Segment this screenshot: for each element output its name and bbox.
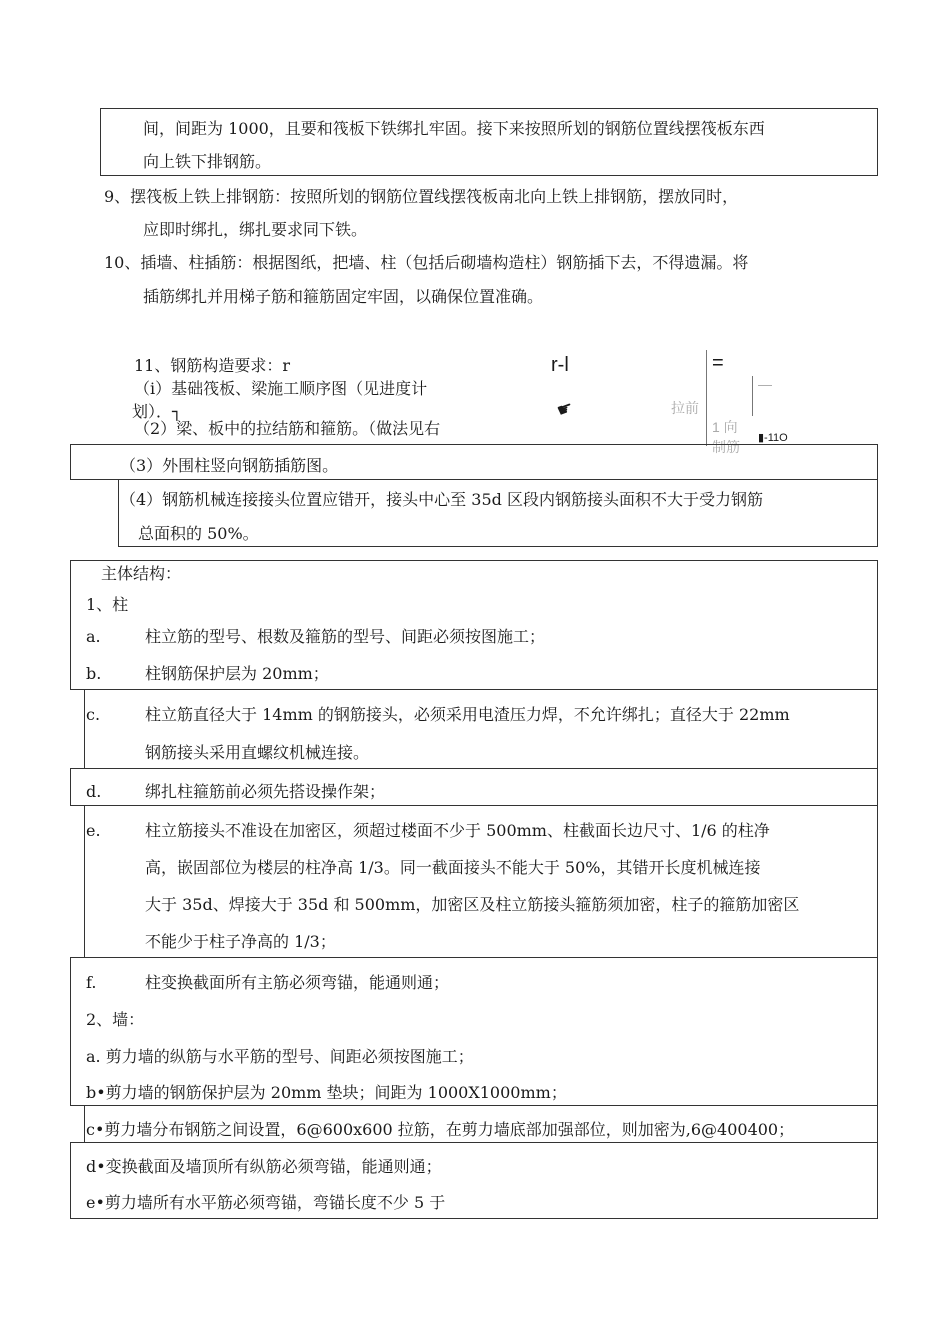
figure-mark-eq: = <box>712 352 724 374</box>
wall-item-b: b•剪力墙的钢筋保护层为 20mm 垫块；间距为 1000X1000mm； <box>86 1083 567 1102</box>
item11-heading: 11、钢筋构造要求：r <box>134 356 291 375</box>
item9-line2: 应即时绑扎，绑扎要求同下铁。 <box>143 220 368 239</box>
item11-sub4-line2: 总面积的 50%。 <box>138 524 259 543</box>
item11-sub3: （3）外围柱竖向钢筋插筋图。 <box>120 456 339 475</box>
column-item-d-letter: d. <box>86 782 102 801</box>
item11-sub1b-clip <box>120 402 420 421</box>
item9-line1: 9、摆筏板上铁上排钢筋：按照所划的钢筋位置线摆筏板南北向上铁上排钢筋，摆放同时， <box>104 187 739 206</box>
column-item-b-letter: b. <box>86 664 102 683</box>
figure-label-dir2: 制筋 <box>712 439 740 455</box>
column-item-e-line4: 不能少于柱子净高的 1/3； <box>145 932 336 951</box>
column-item-f-letter: f. <box>86 973 97 992</box>
figure-dash: — <box>758 376 772 392</box>
column-item-e-line1: 柱立筋接头不准设在加密区，须超过楼面不少于 500mm、柱截面长边尺寸、1/6 的柱净 <box>145 821 770 840</box>
column-item-e-line2: 高，嵌固部位为楼层的柱净高 1/3。同一截面接头不能大于 50%，其错开长度机械连接 <box>145 858 761 877</box>
item11-sub1b: 划）．┐ <box>132 402 182 421</box>
figure-mark-rl: r-l <box>551 354 569 376</box>
column-item-a-letter: a. <box>86 627 101 646</box>
wall-title: 2、墙： <box>86 1010 145 1029</box>
column-item-e-letter: e. <box>86 821 101 840</box>
wall-item-a: a. 剪力墙的纵筋与水平筋的型号、间距必须按图施工； <box>86 1047 474 1066</box>
section8-line2: 向上铁下排钢筋。 <box>143 152 272 171</box>
main-heading: 主体结构： <box>101 564 182 583</box>
item11-sub2: （2）梁、板中的拉结筋和箍筋。（做法见右 <box>134 419 441 438</box>
figure-label-la: 拉前 <box>671 400 699 416</box>
figure-hook-icon: ☛ <box>554 396 577 422</box>
section8-line1: 间，间距为 1000，且要和筏板下铁绑扎牢固。接下来按照所划的钢筋位置线摆筏板东西 <box>143 119 765 138</box>
wall-item-d: d•变换截面及墙顶所有纵筋必须弯锚，能通则通； <box>86 1157 442 1176</box>
figure-label-dim: ▮-11O <box>758 432 788 444</box>
item11-sub4-line1: （4）钢筋机械连接接头位置应错开，接头中心至 35d 区段内钢筋接头面积不大于受力钢筋 <box>120 490 763 509</box>
column-item-f-text: 柱变换截面所有主筋必须弯锚，能通则通； <box>145 973 450 992</box>
column-title: 1、柱 <box>86 595 129 614</box>
column-item-e-line3: 大于 35d、焊接大于 35d 和 500mm，加密区及柱立筋接头箍筋须加密，柱子的箍筋加密区 <box>145 895 800 914</box>
column-item-c-line2: 钢筋接头采用直螺纹机械连接。 <box>145 743 370 762</box>
item10-line2: 插筋绑扎并用梯子筋和箍筋固定牢固，以确保位置准确。 <box>143 287 544 306</box>
wall-item-e: e•剪力墙所有水平筋必须弯锚，弯锚长度不少 5 于 <box>86 1193 446 1212</box>
item10-line1: 10、插墙、柱插筋：根据图纸，把墙、柱（包括后砌墙构造柱）钢筋插下去，不得遗漏。将 <box>104 253 749 272</box>
figure-divider-line <box>706 350 707 446</box>
wall-item-c: c•剪力墙分布钢筋之间设置，6@600x600 拉筋，在剪力墙底部加强部位，则加密为,6@400400； <box>86 1120 795 1139</box>
column-item-d-text: 绑扎柱箍筋前必须先搭设操作架； <box>145 782 386 801</box>
figure-label-dir: 1 向 <box>712 419 738 435</box>
item11-sub1: （i）基础筏板、梁施工顺序图（见进度计 <box>134 379 428 398</box>
figure-short-line <box>752 376 753 416</box>
column-item-c-line1: 柱立筋直径大于 14mm 的钢筋接头，必须采用电渣压力焊，不允许绑扎；直径大于 22mm <box>145 705 790 724</box>
column-item-a-text: 柱立筋的型号、根数及箍筋的型号、间距必须按图施工； <box>145 627 546 646</box>
figure-label-dir2-clip <box>712 437 752 455</box>
column-item-b-text: 柱钢筋保护层为 20mm； <box>145 664 329 683</box>
column-item-c-letter: c. <box>86 705 101 724</box>
